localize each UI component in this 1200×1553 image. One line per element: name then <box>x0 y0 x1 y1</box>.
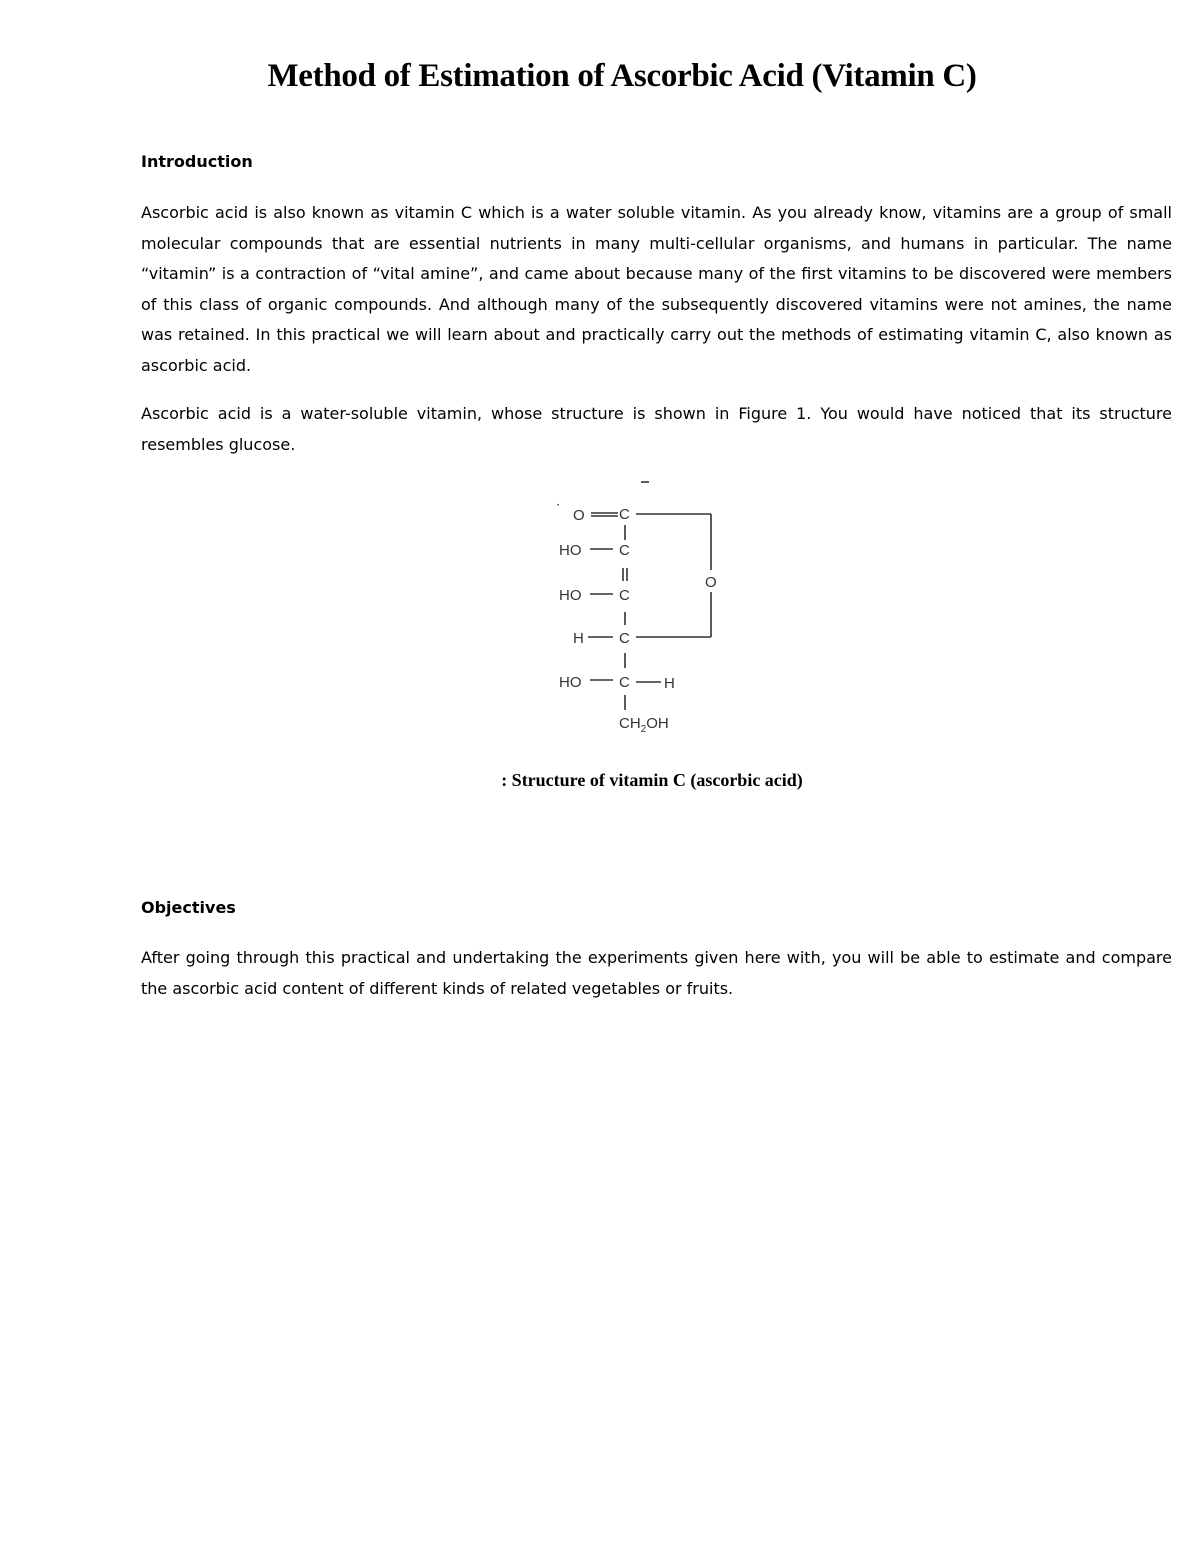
introduction-paragraph-1: Ascorbic acid is also known as vitamin C which is a water soluble vitamin. As you already know, vitamins are a group of small molecular compounds that are essential nutrients in many multi-cellular organisms, and humans in particular. The name “vitamin” is a contraction of “vital amine”, and came about because many of the first vitamins to be discovered were members of this class of organic compounds. And although many of the subsequently discovered vitamins were not amines, the name was retained. In this practical we will learn about and practically carry out the methods of estimating vitamin C, also known as ascorbic acid. <box>141 203 1172 375</box>
label-ho-3: HO <box>559 587 582 604</box>
label-ch2oh <box>619 715 669 735</box>
label-ho-5: HO <box>559 674 582 691</box>
label-ch2oh-ch: CH <box>619 715 641 732</box>
introduction-heading: Introduction <box>141 152 253 171</box>
label-ho-2: HO <box>559 542 582 559</box>
objectives-paragraph: After going through this practical and undertaking the experiments given here with, you will be able to estimate and compare the ascorbic acid content of different kinds of related vegetables or fruits. <box>141 948 1172 998</box>
objectives-heading: Objectives <box>141 898 236 917</box>
figure-caption: : Structure of vitamin C (ascorbic acid) <box>501 770 803 790</box>
label-o-top: O <box>573 507 585 524</box>
label-ring-o: O <box>705 574 717 591</box>
document-title: Method of Estimation of Ascorbic Acid (Vitamin C) <box>267 58 977 94</box>
label-ch2oh-oh: OH <box>646 715 669 732</box>
stray-dot: • <box>557 503 560 509</box>
label-c5: C <box>619 674 630 691</box>
label-c2: C <box>619 542 630 559</box>
label-c4: C <box>619 630 630 647</box>
introduction-paragraph-2: Ascorbic acid is a water-soluble vitamin, whose structure is shown in Figure 1. You would have noticed that its structure resembles glucose. <box>141 404 1172 454</box>
label-h-5: H <box>664 675 675 692</box>
label-h-4: H <box>573 630 584 647</box>
label-c1: C <box>619 506 630 523</box>
vitamin-c-structure-diagram <box>540 470 740 740</box>
vitamin-c-structure-figure <box>540 470 740 740</box>
label-c3: C <box>619 587 630 604</box>
label-ch2oh-sub: 2 <box>640 724 647 735</box>
